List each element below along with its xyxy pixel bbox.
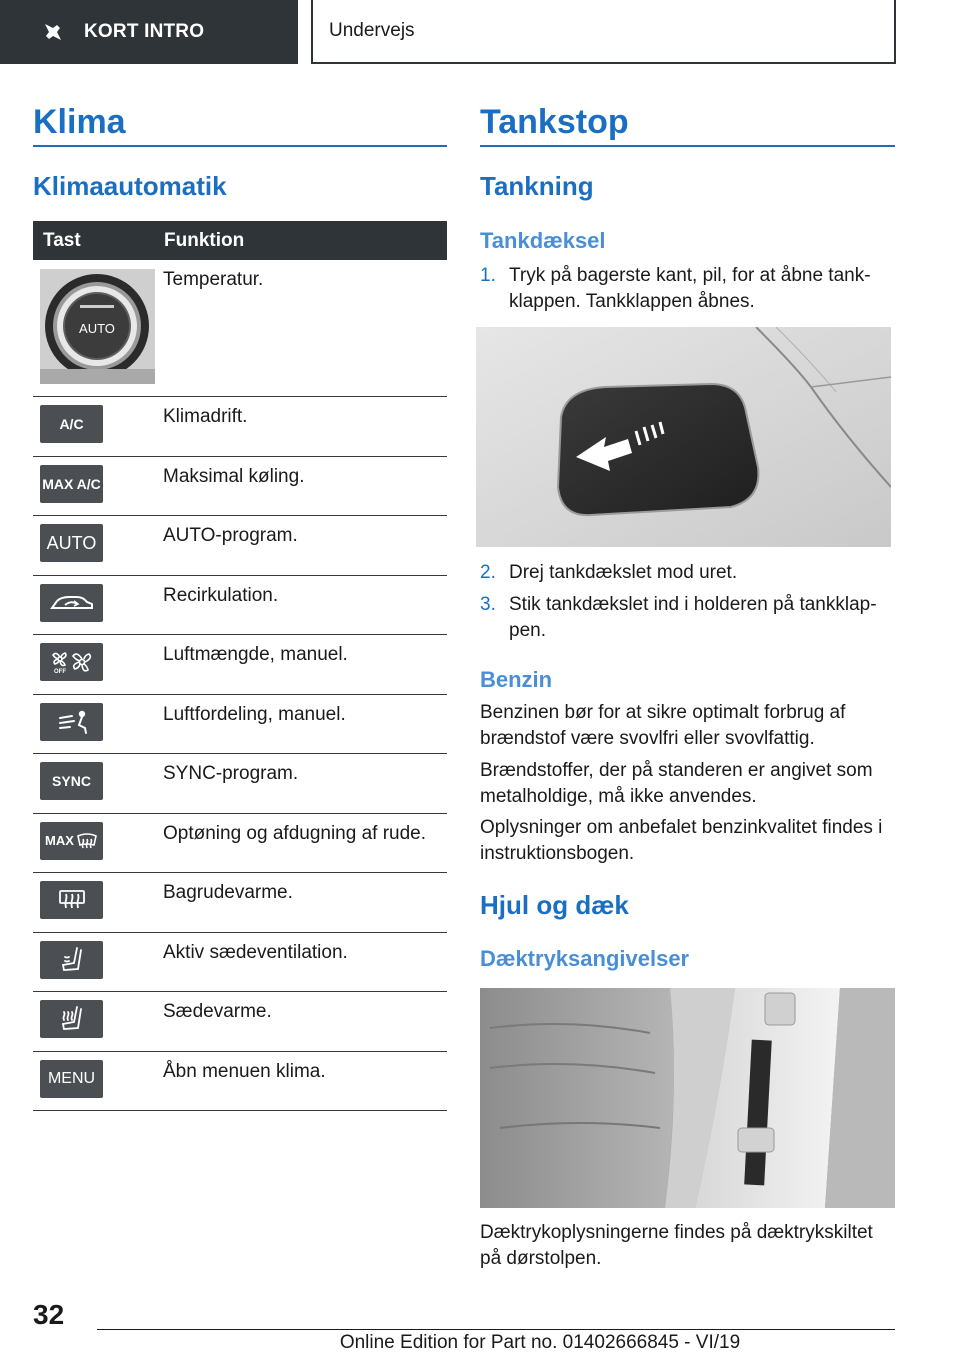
temperature-knob-image <box>40 269 155 384</box>
ac-button-label: A/C <box>59 416 84 432</box>
step-1 <box>480 263 895 315</box>
fan-button-image <box>40 643 103 681</box>
function-text: Optøning og afdugning af rude. <box>163 822 427 844</box>
benzin-paragraph-1 <box>480 700 845 752</box>
seat-heating-button-image <box>40 1000 103 1038</box>
climate-controls-table <box>33 221 447 1111</box>
step-text-line2: klappen. Tankklappen åbnes. <box>509 291 755 312</box>
function-text: Recirkulation. <box>163 584 279 606</box>
function-text: Aktiv sædeventilation. <box>163 941 348 963</box>
table-header <box>33 221 447 260</box>
menu-button-image <box>40 1060 103 1098</box>
seat-ventilation-icon <box>57 945 87 975</box>
table-row <box>33 576 447 636</box>
text-line: metalholdige, må ikke anvendes. <box>480 786 757 807</box>
benzin-paragraph-3 <box>480 815 882 867</box>
step-3 <box>480 592 895 644</box>
step-number: 3. <box>480 594 496 615</box>
step-number: 1. <box>480 265 496 286</box>
col-header-key: Tast <box>43 229 81 251</box>
function-text: Åbn menuen klima. <box>163 1060 326 1082</box>
knob-label: AUTO <box>79 321 115 336</box>
section-label: KORT INTRO <box>84 21 205 42</box>
table-row <box>33 814 447 874</box>
seat-heating-icon <box>57 1004 87 1034</box>
auto-button-image <box>40 524 103 562</box>
function-text: SYNC-program. <box>163 763 299 784</box>
function-text: Maksimal køling. <box>163 465 305 487</box>
rear-defrost-icon <box>57 888 87 912</box>
function-text: Temperatur. <box>163 269 264 290</box>
svg-text:OFF: OFF <box>53 669 66 675</box>
air-distribution-icon <box>52 708 92 736</box>
daek-paragraph <box>480 1220 873 1272</box>
table-row <box>33 516 447 576</box>
section-tab-kort-intro[interactable] <box>0 0 298 64</box>
fan-icon <box>47 649 97 675</box>
heading-daektryksangivelser: Dæktryksangivelser <box>480 946 690 971</box>
step-text-line1: Tryk på bagerste kant, pil, for at åbne tank‐ <box>509 265 871 286</box>
heading-tankning: Tankning <box>480 171 594 201</box>
function-text: Luftmængde, manuel. <box>163 644 348 665</box>
table-row <box>33 992 447 1052</box>
step-text-line1: Stik tankdækslet ind i holderen på tankklap‐ <box>509 594 877 615</box>
footer-rule <box>97 1329 895 1330</box>
table-row <box>33 397 447 457</box>
recirculation-button-image <box>40 584 103 622</box>
max-ac-button-label: MAX A/C <box>42 475 101 492</box>
text-line: instruktionsbogen. <box>480 843 635 864</box>
menu-button-label: MENU <box>47 1069 96 1087</box>
heading-rule <box>33 145 447 147</box>
ac-button-image <box>40 405 103 443</box>
fuel-flap-image <box>476 327 891 547</box>
table-row <box>33 754 447 814</box>
heading-hjul-og-daek: Hjul og dæk <box>480 890 629 920</box>
sync-button-label: SYNC <box>52 773 91 789</box>
step-text-line1: Drej tankdækslet mod uret. <box>509 562 738 583</box>
subsection-tab-undervejs[interactable] <box>311 0 896 64</box>
benzin-paragraph-2 <box>480 758 873 810</box>
function-text: Bagrudevarme. <box>163 882 293 903</box>
max-defrost-button-image <box>40 822 103 860</box>
seat-ventilation-button-image <box>40 941 103 979</box>
function-text: Luftfordeling, manuel. <box>163 703 346 725</box>
table-row <box>33 933 447 993</box>
function-text: AUTO-program. <box>163 525 298 546</box>
pin-icon <box>42 21 64 43</box>
table-row <box>33 695 447 755</box>
step-number: 2. <box>480 562 496 583</box>
heading-klimaautomatik: Klimaautomatik <box>33 171 227 201</box>
heading-tankstop: Tankstop <box>480 103 629 141</box>
windshield-defrost-icon <box>76 830 98 852</box>
heading-tankdaeksel: Tankdæksel <box>480 228 606 253</box>
subsection-label: Undervejs <box>329 20 415 41</box>
col-header-function: Funktion <box>164 229 245 251</box>
table-row <box>33 1052 447 1112</box>
heading-klima: Klima <box>33 103 126 141</box>
table-row <box>33 260 447 397</box>
text-line: brændstof være svovlfri eller svovlfattig. <box>480 728 815 749</box>
function-text: Klimadrift. <box>163 406 248 427</box>
text-line: Benzinen bør for at sikre optimalt forbrug af <box>480 702 846 723</box>
heading-rule <box>480 145 895 147</box>
heading-benzin: Benzin <box>480 667 553 692</box>
step-text-line2: pen. <box>509 620 546 641</box>
auto-button-label: AUTO <box>46 532 97 553</box>
door-pillar-image <box>480 988 895 1208</box>
table-row <box>33 457 447 517</box>
text-line: Dæktrykoplysningerne findes på dæktrykskiltet <box>480 1222 873 1243</box>
step-2 <box>480 560 895 586</box>
max-defrost-label: MAX <box>45 833 74 848</box>
rear-defrost-button-image <box>40 881 103 919</box>
air-distribution-button-image <box>40 703 103 741</box>
table-row <box>33 635 447 695</box>
edition-footer: Online Edition for Part no. 01402666845 - VI/19 <box>339 1332 741 1353</box>
text-line: Oplysninger om anbefalet benzinkvalitet findes i <box>480 817 883 838</box>
table-row <box>33 873 447 933</box>
text-line: på dørstolpen. <box>480 1248 602 1269</box>
max-ac-button-image <box>40 465 103 503</box>
sync-button-image <box>40 762 103 800</box>
page-number: 32 <box>33 1299 65 1330</box>
recirculation-icon <box>49 592 95 614</box>
function-text: Sædevarme. <box>163 1001 272 1022</box>
text-line: Brændstoffer, der på standeren er angivet som <box>480 760 873 781</box>
